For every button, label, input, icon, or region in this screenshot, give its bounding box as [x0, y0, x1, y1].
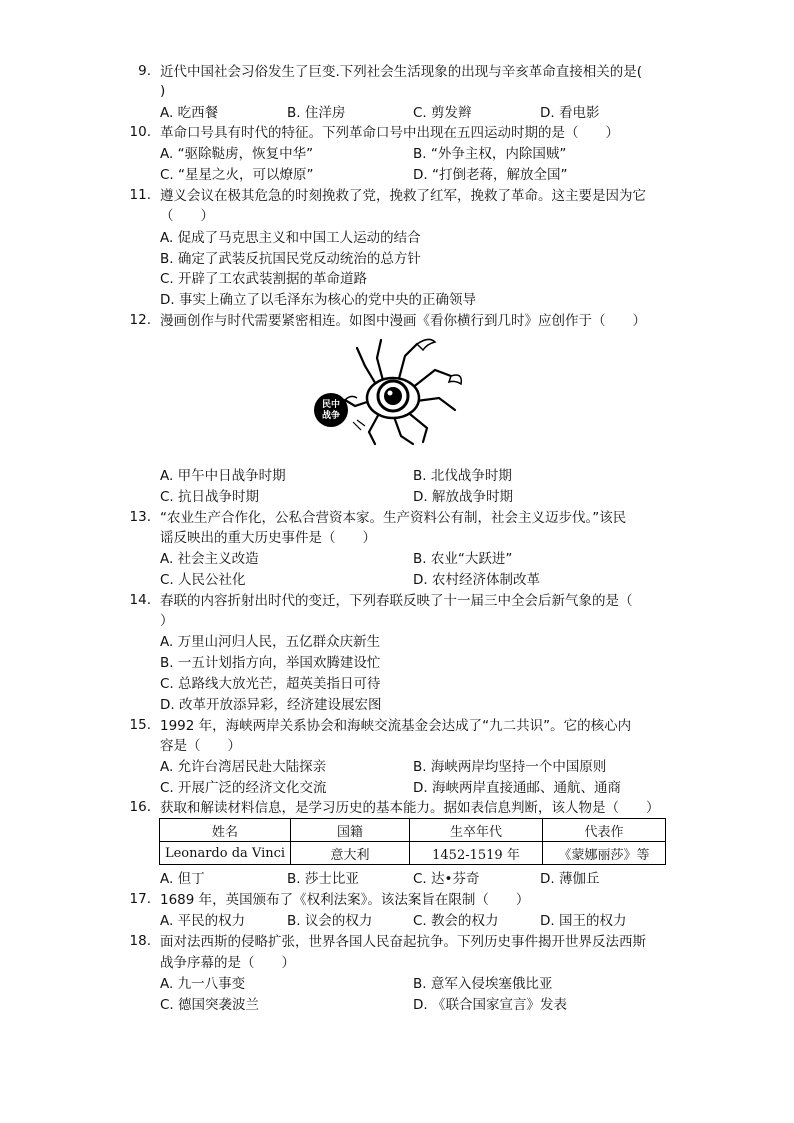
- option-b[interactable]: B. 北伐战争时期: [413, 468, 512, 484]
- option-b[interactable]: B. 住洋房: [287, 105, 346, 121]
- option-d[interactable]: D. 《联合国家宣言》发表: [413, 997, 567, 1013]
- question-stem: 漫画创作与时代需要紧密相连。如图中漫画《看你横行到几时》应创作于（ ）: [160, 313, 646, 329]
- question-number: 14.: [129, 592, 151, 608]
- question-stem: 遵义会议在极其危急的时刻挽救了党，挽救了红军，挽救了革命。这主要是因为它: [160, 188, 646, 204]
- question-stem: 1689 年，英国颁布了《权利法案》。该法案旨在限制（ ）: [160, 892, 530, 908]
- option-d[interactable]: D. 农村经济体制改革: [413, 572, 540, 588]
- question-stem: 春联的内容折射出时代的变迁，下列春联反映了十一届三中全会后新气象的是（: [160, 593, 633, 609]
- question-stem-cont: 容是（ ）: [160, 738, 241, 754]
- question-stem: 革命口号具有时代的特征。下列革命口号中出现在五四运动时期的是（ ）: [160, 125, 619, 141]
- question-number: 13.: [129, 509, 151, 525]
- option-c[interactable]: C. 开展广泛的经济文化交流: [160, 780, 327, 796]
- table-cell: Leonardo da Vinci: [160, 842, 291, 865]
- option-d[interactable]: D. 薄伽丘: [540, 871, 600, 887]
- option-a[interactable]: A. 吃西餐: [160, 105, 219, 121]
- question-number: 18.: [129, 933, 151, 949]
- table-header-row: [160, 819, 666, 842]
- table-row: [160, 842, 666, 865]
- option-d[interactable]: D. 事实上确立了以毛泽东为核心的党中央的正确领导: [160, 292, 476, 308]
- question-stem-cont: （ ）: [160, 208, 214, 224]
- option-a[interactable]: A. 促成了马克思主义和中国工人运动的结合: [160, 230, 421, 246]
- option-b[interactable]: B. 莎士比亚: [287, 871, 359, 887]
- bomb-label-top: 民中: [321, 400, 341, 410]
- table-cell: 意大利: [291, 842, 410, 865]
- option-a[interactable]: A. 平民的权力: [160, 913, 246, 929]
- option-c[interactable]: C. 开辟了工农武装割据的革命道路: [160, 271, 368, 287]
- option-b[interactable]: B. 一五计划指方向，举国欢腾建设忙: [160, 655, 381, 671]
- table-header-cell: 姓名: [160, 819, 291, 842]
- question-number: 10.: [129, 124, 151, 140]
- person-info-table: [159, 818, 666, 865]
- question-stem: 1992 年，海峡两岸关系协会和海峡交流基金会达成了“九二共识”。它的核心内: [160, 718, 632, 734]
- option-c[interactable]: C. 剪发辫: [413, 105, 472, 121]
- question-stem: “农业生产合作化，公私合营资本家。生产资料公有制，社会主义迈步伐。”该民: [160, 510, 627, 526]
- table-header-cell: 生卒年代: [410, 819, 543, 842]
- question-number: 17.: [129, 891, 151, 907]
- table-cell: 1452-1519 年: [410, 842, 543, 865]
- question-number: 11.: [129, 187, 151, 203]
- option-a[interactable]: A. 九一八事变: [160, 976, 246, 992]
- option-b[interactable]: B. 确定了武装反抗国民党反动统治的总方针: [160, 251, 421, 267]
- option-a[interactable]: A. 允许台湾居民赴大陆探亲: [160, 759, 327, 775]
- option-d[interactable]: D. 解放战争时期: [413, 489, 513, 505]
- question-stem-cont: 谣反映出的重大历史事件是（ ）: [160, 530, 376, 546]
- bomb-label-bottom: 战争: [321, 411, 341, 421]
- question-stem: 近代中国社会习俗发生了巨变.下列社会生活现象的出现与辛亥革命直接相关的是(: [160, 64, 643, 80]
- question-number: 9.: [138, 63, 151, 79]
- table-header-cell: 代表作: [543, 819, 666, 842]
- option-c[interactable]: C. 总路线大放光芒，超英美指日可待: [160, 676, 381, 692]
- question-stem: 获取和解读材料信息，是学习历史的基本能力。据如表信息判断，该人物是（ ）: [160, 800, 660, 816]
- option-b[interactable]: B. 海峡两岸均坚持一个中国原则: [413, 759, 607, 775]
- option-a[interactable]: A. “驱除鞑虏，恢复中华”: [160, 146, 314, 162]
- option-a[interactable]: A. 但丁: [160, 871, 205, 887]
- option-b[interactable]: B. 意军入侵埃塞俄比亚: [413, 976, 553, 992]
- question-number: 12.: [129, 312, 151, 328]
- option-c[interactable]: C. 达•芬奇: [413, 871, 480, 887]
- question-stem-cont: ): [160, 83, 166, 99]
- option-c[interactable]: C. “星星之火，可以燎原”: [160, 167, 314, 183]
- option-b[interactable]: B. 议会的权力: [287, 913, 373, 929]
- question-stem-cont: 战争序幕的是（ ）: [160, 955, 295, 971]
- option-a[interactable]: A. 万里山河归人民，五亿群众庆新生: [160, 634, 381, 650]
- question-stem-cont: ）: [160, 613, 174, 629]
- question-stem: 面对法西斯的侵略扩张，世界各国人民奋起抗争。下列历史事件揭开世界反法西斯: [160, 934, 646, 950]
- table-header-cell: 国籍: [291, 819, 410, 842]
- option-d[interactable]: D. 改革开放添异彩，经济建设展宏图: [160, 697, 382, 713]
- option-b[interactable]: B. “外争主权，内除国贼”: [413, 146, 567, 162]
- option-d[interactable]: D. 海峡两岸直接通邮、通航、通商: [413, 780, 621, 796]
- option-c[interactable]: C. 抗日战争时期: [160, 489, 260, 505]
- option-c[interactable]: C. 人民公社化: [160, 572, 246, 588]
- option-d[interactable]: D. 看电影: [540, 105, 600, 121]
- option-c[interactable]: C. 教会的权力: [413, 913, 499, 929]
- option-a[interactable]: A. 甲午中日战争时期: [160, 468, 286, 484]
- question-number: 16.: [129, 799, 151, 815]
- option-d[interactable]: D. 国王的权力: [540, 913, 627, 929]
- option-c[interactable]: C. 德国突袭波兰: [160, 997, 260, 1013]
- option-b[interactable]: B. 农业“大跃进”: [413, 551, 513, 567]
- option-d[interactable]: D. “打倒老蒋，解放全国”: [413, 167, 568, 183]
- cartoon-crab-bomb-image: [305, 336, 465, 446]
- table-cell: 《蒙娜丽莎》等: [543, 842, 666, 865]
- question-number: 15.: [129, 717, 151, 733]
- option-a[interactable]: A. 社会主义改造: [160, 551, 259, 567]
